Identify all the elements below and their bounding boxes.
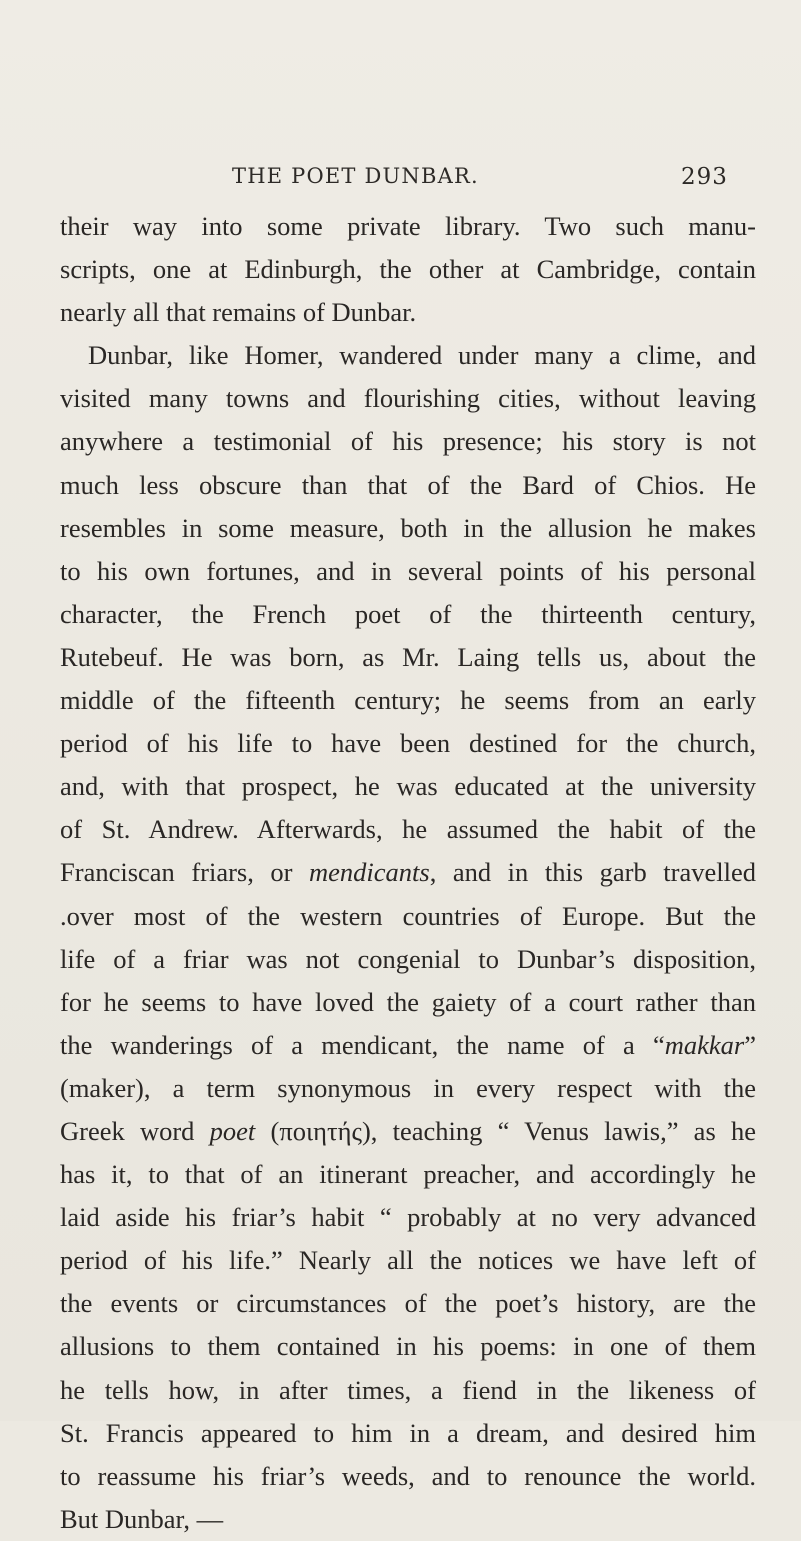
text-line: (maker), a term synonymous in every respect with the <box>60 1072 756 1103</box>
italic-run: makkar <box>664 1029 745 1060</box>
text-line: and, with that prospect, he was educated at the university <box>60 771 756 802</box>
text-line: character, the French poet of the thirteenth century, <box>60 598 756 629</box>
text-line: to his own fortunes, and in several points of his personal <box>60 555 756 586</box>
text-line: scripts, one at Edinburgh, the other at Cambridge, contain <box>60 254 756 285</box>
text-line: to reassume his friar’s weeds, and to renounce the world. <box>60 1460 756 1491</box>
text-line: period of his life.” Nearly all the notices we have left of <box>60 1245 756 1276</box>
text-line <box>60 1024 756 1067</box>
text-line <box>60 851 756 894</box>
italic-run: mendicants <box>309 857 430 888</box>
text-line: middle of the fifteenth century; he seems from an early <box>60 685 756 716</box>
text-line: Rutebeuf. He was born, as Mr. Laing tells us, about the <box>60 641 756 672</box>
text-line: But Dunbar, — <box>60 1503 224 1534</box>
text-run: ” <box>744 1029 756 1060</box>
text-line: .over most of the western countries of Europe. But the <box>60 900 756 931</box>
text-run: the wanderings of a mendicant, the name of a “ <box>60 1029 665 1060</box>
text-line: nearly all that remains of Dunbar. <box>60 297 417 328</box>
text-run: , and in this garb travelled <box>429 857 756 888</box>
text-line: laid aside his friar’s habit “ probably at no very advanced <box>60 1202 756 1233</box>
text-line: of St. Andrew. Afterwards, he assumed the habit of the <box>60 814 756 845</box>
text-line: resembles in some measure, both in the allusion he makes <box>60 512 756 543</box>
page-number: 293 <box>681 164 728 190</box>
text-line: St. Francis appeared to him in a dream, and desired him <box>60 1417 756 1448</box>
text-line: their way into some private library. Two such manu- <box>60 211 756 241</box>
text-run: Greek word <box>60 1115 210 1146</box>
text-line: for he seems to have loved the gaiety of a court rather than <box>60 986 756 1017</box>
text-line: Dunbar, like Homer, wandered under many a clime, and <box>88 340 756 371</box>
text-line: the events or circumstances of the poet’s history, are the <box>60 1288 756 1319</box>
text-line: has it, to that of an itinerant preacher, and accordingly he <box>60 1159 756 1190</box>
running-head <box>0 164 801 194</box>
running-title: THE POET DUNBAR. <box>232 164 479 188</box>
text-line: period of his life to have been destined for the church, <box>60 728 756 759</box>
text-line: visited many towns and flourishing cities, without leaving <box>60 383 756 414</box>
text-line: he tells how, in after times, a fiend in the likeness of <box>60 1374 756 1405</box>
text-line: allusions to them contained in his poems: in one of them <box>60 1331 756 1362</box>
body-text <box>60 205 756 1541</box>
text-line <box>60 1110 756 1153</box>
text-line: life of a friar was not congenial to Dunbar’s disposition, <box>60 943 756 974</box>
italic-run: poet <box>209 1115 256 1146</box>
text-line: much less obscure than that of the Bard of Chios. He <box>60 469 756 500</box>
text-run: Franciscan friars, or <box>60 857 310 888</box>
text-line: anywhere a testimonial of his presence; his story is not <box>60 426 756 457</box>
text-run: (ποιητής), teaching “ Venus lawis,” as he <box>255 1115 756 1146</box>
